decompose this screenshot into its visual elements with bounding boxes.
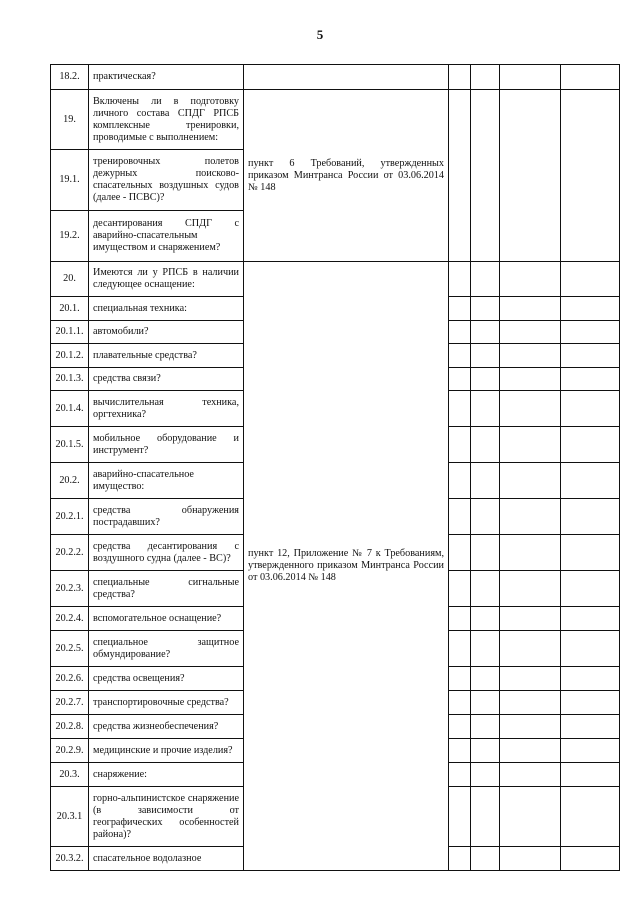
question-text: Включены ли в подготовку личного состава СПДГ РПСБ комплексные тренировки, проводимые с выполнением: bbox=[89, 90, 244, 150]
answer-yes-cell bbox=[449, 463, 471, 499]
question-text: средства десантирования с воздушного судна (далее - ВС)? bbox=[89, 535, 244, 571]
item-number: 20.2.9. bbox=[51, 739, 89, 763]
answer-na-cell bbox=[500, 787, 561, 847]
answer-na-cell bbox=[500, 321, 561, 344]
question-text: специальное защитное обмундирование? bbox=[89, 631, 244, 667]
answer-na-cell bbox=[500, 90, 561, 262]
answer-yes-cell bbox=[449, 691, 471, 715]
reference-cell: пункт 6 Требований, утвержденных приказом Минтранса России от 03.06.2014 № 148 bbox=[244, 90, 449, 262]
question-text: практическая? bbox=[89, 65, 244, 90]
answer-na-cell bbox=[500, 391, 561, 427]
question-text: транспортировочные средства? bbox=[89, 691, 244, 715]
answer-yes-cell bbox=[449, 739, 471, 763]
answer-no-cell bbox=[471, 667, 500, 691]
question-text: десантирования СПДГ с аварийно-спасательным имуществом и снаряжением? bbox=[89, 211, 244, 262]
notes-cell bbox=[561, 344, 620, 368]
item-number: 19.1. bbox=[51, 150, 89, 211]
answer-yes-cell bbox=[449, 321, 471, 344]
item-number: 20.2.6. bbox=[51, 667, 89, 691]
question-text: средства освещения? bbox=[89, 667, 244, 691]
notes-cell bbox=[561, 427, 620, 463]
table-row bbox=[51, 262, 620, 297]
answer-na-cell bbox=[500, 427, 561, 463]
item-number: 20.1.3. bbox=[51, 368, 89, 391]
reference-cell: пункт 12, Приложение № 7 к Требованиям, утвержденного приказом Минтранса России от 03.06.2014 № 148 bbox=[244, 262, 449, 871]
answer-na-cell bbox=[500, 368, 561, 391]
answer-na-cell bbox=[500, 631, 561, 667]
answer-yes-cell bbox=[449, 667, 471, 691]
item-number: 20.2.4. bbox=[51, 607, 89, 631]
question-text: горно-альпинистское снаряжение (в зависимости от географических особенностей района)? bbox=[89, 787, 244, 847]
answer-no-cell bbox=[471, 607, 500, 631]
answer-na-cell bbox=[500, 297, 561, 321]
notes-cell bbox=[561, 463, 620, 499]
notes-cell bbox=[561, 715, 620, 739]
notes-cell bbox=[561, 763, 620, 787]
answer-na-cell bbox=[500, 463, 561, 499]
notes-cell bbox=[561, 691, 620, 715]
answer-yes-cell bbox=[449, 571, 471, 607]
item-number: 20.1.4. bbox=[51, 391, 89, 427]
notes-cell bbox=[561, 667, 620, 691]
answer-yes-cell bbox=[449, 65, 471, 90]
notes-cell bbox=[561, 787, 620, 847]
answer-no-cell bbox=[471, 427, 500, 463]
item-number: 18.2. bbox=[51, 65, 89, 90]
question-text: тренировочных полетов дежурных поисково-спасательных воздушных судов (далее - ПСВС)? bbox=[89, 150, 244, 211]
answer-yes-cell bbox=[449, 535, 471, 571]
question-text: специальная техника: bbox=[89, 297, 244, 321]
item-number: 20.1.5. bbox=[51, 427, 89, 463]
answer-na-cell bbox=[500, 847, 561, 871]
item-number: 19.2. bbox=[51, 211, 89, 262]
notes-cell bbox=[561, 262, 620, 297]
answer-yes-cell bbox=[449, 297, 471, 321]
notes-cell bbox=[561, 535, 620, 571]
answer-yes-cell bbox=[449, 715, 471, 739]
answer-no-cell bbox=[471, 297, 500, 321]
answer-no-cell bbox=[471, 262, 500, 297]
checklist-table bbox=[50, 64, 620, 871]
question-text: спасательное водолазное bbox=[89, 847, 244, 871]
item-number: 20.1.2. bbox=[51, 344, 89, 368]
question-text: автомобили? bbox=[89, 321, 244, 344]
notes-cell bbox=[561, 571, 620, 607]
answer-yes-cell bbox=[449, 262, 471, 297]
answer-no-cell bbox=[471, 499, 500, 535]
item-number: 20.2.1. bbox=[51, 499, 89, 535]
answer-na-cell bbox=[500, 739, 561, 763]
answer-yes-cell bbox=[449, 607, 471, 631]
question-text: плавательные средства? bbox=[89, 344, 244, 368]
answer-yes-cell bbox=[449, 90, 471, 262]
answer-na-cell bbox=[500, 535, 561, 571]
notes-cell bbox=[561, 321, 620, 344]
answer-yes-cell bbox=[449, 631, 471, 667]
answer-no-cell bbox=[471, 463, 500, 499]
item-number: 20.1.1. bbox=[51, 321, 89, 344]
answer-na-cell bbox=[500, 667, 561, 691]
answer-yes-cell bbox=[449, 368, 471, 391]
answer-no-cell bbox=[471, 715, 500, 739]
answer-no-cell bbox=[471, 691, 500, 715]
notes-cell bbox=[561, 847, 620, 871]
answer-yes-cell bbox=[449, 847, 471, 871]
answer-na-cell bbox=[500, 763, 561, 787]
answer-na-cell bbox=[500, 607, 561, 631]
question-text: вычислительная техника, оргтехника? bbox=[89, 391, 244, 427]
item-number: 20.1. bbox=[51, 297, 89, 321]
item-number: 19. bbox=[51, 90, 89, 150]
question-text: средства связи? bbox=[89, 368, 244, 391]
notes-cell bbox=[561, 90, 620, 262]
answer-na-cell bbox=[500, 571, 561, 607]
answer-yes-cell bbox=[449, 499, 471, 535]
notes-cell bbox=[561, 368, 620, 391]
item-number: 20.3.1 bbox=[51, 787, 89, 847]
answer-na-cell bbox=[500, 715, 561, 739]
answer-yes-cell bbox=[449, 787, 471, 847]
table-row bbox=[51, 65, 620, 90]
answer-no-cell bbox=[471, 535, 500, 571]
answer-no-cell bbox=[471, 739, 500, 763]
answer-no-cell bbox=[471, 90, 500, 262]
answer-no-cell bbox=[471, 631, 500, 667]
answer-na-cell bbox=[500, 65, 561, 90]
item-number: 20.3.2. bbox=[51, 847, 89, 871]
notes-cell bbox=[561, 391, 620, 427]
question-text: средства жизнеобеспечения? bbox=[89, 715, 244, 739]
answer-no-cell bbox=[471, 391, 500, 427]
answer-no-cell bbox=[471, 344, 500, 368]
question-text: медицинские и прочие изделия? bbox=[89, 739, 244, 763]
answer-yes-cell bbox=[449, 427, 471, 463]
table-row bbox=[51, 90, 620, 150]
item-number: 20.3. bbox=[51, 763, 89, 787]
question-text: средства обнаружения пострадавших? bbox=[89, 499, 244, 535]
notes-cell bbox=[561, 65, 620, 90]
item-number: 20.2. bbox=[51, 463, 89, 499]
answer-na-cell bbox=[500, 691, 561, 715]
notes-cell bbox=[561, 631, 620, 667]
question-text: мобильное оборудование и инструмент? bbox=[89, 427, 244, 463]
answer-no-cell bbox=[471, 787, 500, 847]
notes-cell bbox=[561, 739, 620, 763]
answer-no-cell bbox=[471, 368, 500, 391]
notes-cell bbox=[561, 499, 620, 535]
answer-no-cell bbox=[471, 571, 500, 607]
notes-cell bbox=[561, 607, 620, 631]
item-number: 20.2.2. bbox=[51, 535, 89, 571]
question-text: специальные сигнальные средства? bbox=[89, 571, 244, 607]
answer-no-cell bbox=[471, 321, 500, 344]
reference-cell bbox=[244, 65, 449, 90]
answer-no-cell bbox=[471, 65, 500, 90]
answer-no-cell bbox=[471, 763, 500, 787]
answer-yes-cell bbox=[449, 344, 471, 368]
answer-na-cell bbox=[500, 499, 561, 535]
item-number: 20. bbox=[51, 262, 89, 297]
item-number: 20.2.8. bbox=[51, 715, 89, 739]
item-number: 20.2.7. bbox=[51, 691, 89, 715]
question-text: вспомогательное оснащение? bbox=[89, 607, 244, 631]
answer-na-cell bbox=[500, 262, 561, 297]
question-text: Имеются ли у РПСБ в наличии следующее оснащение: bbox=[89, 262, 244, 297]
answer-yes-cell bbox=[449, 391, 471, 427]
page-number: 5 bbox=[316, 27, 324, 42]
answer-no-cell bbox=[471, 847, 500, 871]
item-number: 20.2.3. bbox=[51, 571, 89, 607]
notes-cell bbox=[561, 297, 620, 321]
item-number: 20.2.5. bbox=[51, 631, 89, 667]
answer-yes-cell bbox=[449, 763, 471, 787]
answer-na-cell bbox=[500, 344, 561, 368]
question-text: аварийно-спасательное имущество: bbox=[89, 463, 244, 499]
question-text: снаряжение: bbox=[89, 763, 244, 787]
